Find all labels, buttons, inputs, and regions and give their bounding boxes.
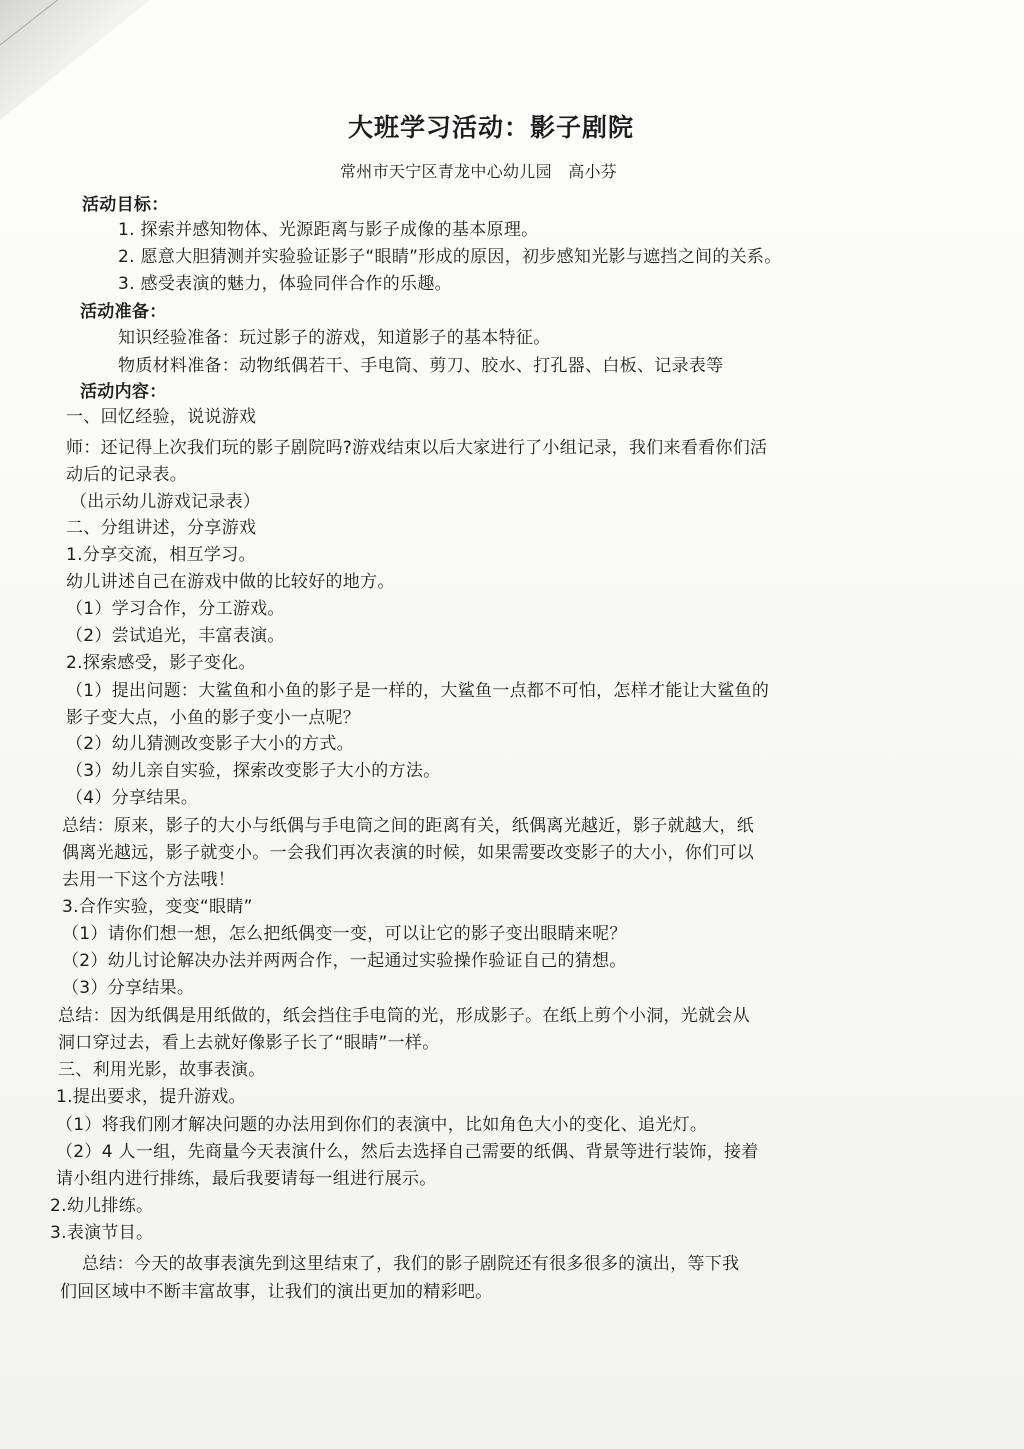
summary-line: 总结：因为纸偶是用纸做的，纸会挡住手电筒的光，形成影子。在纸上剪个小洞，光就会从 bbox=[58, 1006, 750, 1026]
section-heading: 三、利用光影，故事表演。 bbox=[58, 1060, 266, 1080]
subsection-heading: 3.合作实验，变变“眼睛” bbox=[62, 897, 253, 917]
subsection-heading: 1.提出要求，提升游戏。 bbox=[56, 1087, 246, 1107]
summary-line: 洞口穿过去，看上去就好像影子长了“眼睛”一样。 bbox=[58, 1033, 440, 1053]
prep-item: 物质材料准备：动物纸偶若干、手电筒、剪刀、胶水、打孔器、白板、记录表等 bbox=[118, 356, 724, 376]
goal-item: 1. 探索并感知物体、光源距离与影子成像的基本原理。 bbox=[118, 220, 539, 240]
summary-line: 们回区域中不断丰富故事，让我们的演出更加的精彩吧。 bbox=[60, 1282, 493, 1302]
summary-line: 总结：原来，影子的大小与纸偶与手电筒之间的距离有关，纸偶离光越近，影子就越大，纸 bbox=[62, 816, 754, 836]
paragraph-line: 动后的记录表。 bbox=[66, 465, 188, 485]
paragraph-line: 请小组内进行排练，最后我要请每一组进行展示。 bbox=[56, 1169, 437, 1189]
goal-item: 3. 感受表演的魅力，体验同伴合作的乐趣。 bbox=[118, 274, 452, 294]
goals-heading: 活动目标： bbox=[82, 195, 169, 215]
list-item: （1）请你们想一想，怎么把纸偶变一变，可以让它的影子变出眼睛来呢？ bbox=[62, 924, 627, 944]
list-item: （1）提出问题：大鲨鱼和小鱼的影子是一样的，大鲨鱼一点都不可怕，怎样才能让大鲨鱼的 bbox=[66, 681, 770, 701]
goal-item: 2. 愿意大胆猜测并实验验证影子“眼睛”形成的原因，初步感知光影与遮挡之间的关系。 bbox=[118, 247, 782, 267]
paragraph-line: 师：还记得上次我们玩的影子剧院吗?游戏结束以后大家进行了小组记录，我们来看看你们活 bbox=[66, 438, 768, 458]
section-heading: 二、分组讲述，分享游戏 bbox=[66, 518, 257, 538]
paragraph-line: （出示幼儿游戏记录表） bbox=[70, 492, 261, 512]
subsection-heading: 2.幼儿排练。 bbox=[50, 1196, 154, 1216]
subsection-heading: 3.表演节目。 bbox=[50, 1223, 154, 1243]
summary-line: 偶离光越远，影子就变小。一会我们再次表演的时候，如果需要改变影子的大小，你们可以 bbox=[62, 843, 754, 863]
list-item: （1）学习合作，分工游戏。 bbox=[66, 599, 285, 619]
content-heading: 活动内容： bbox=[80, 382, 167, 402]
folded-corner bbox=[0, 0, 150, 120]
list-item: （1）将我们刚才解决问题的办法用到你们的表演中，比如角色大小的变化、追光灯。 bbox=[56, 1115, 708, 1135]
prep-item: 知识经验准备：玩过影子的游戏，知道影子的基本特征。 bbox=[118, 328, 551, 348]
list-item: （2）4 人一组，先商量今天表演什么，然后去选择自己需要的纸偶、背景等进行装饰，接着 bbox=[56, 1142, 759, 1162]
prep-heading: 活动准备： bbox=[80, 302, 167, 322]
summary-line: 去用一下这个方法哦！ bbox=[62, 870, 235, 890]
document-title: 大班学习活动：影子剧院 bbox=[348, 113, 635, 142]
paragraph-line: 幼儿讲述自己在游戏中做的比较好的地方。 bbox=[66, 572, 395, 592]
list-item: （2）幼儿讨论解决办法并两两合作，一起通过实验操作验证自己的猜想。 bbox=[62, 951, 627, 971]
list-item: （3）幼儿亲自实验，探索改变影子大小的方法。 bbox=[66, 761, 441, 781]
section-heading: 一、回忆经验，说说游戏 bbox=[66, 407, 257, 427]
author-line: 常州市天宁区青龙中心幼儿园 高小芬 bbox=[340, 162, 618, 181]
paragraph-line: 影子变大点，小鱼的影子变小一点呢？ bbox=[66, 708, 361, 728]
subsection-heading: 1.分享交流，相互学习。 bbox=[66, 545, 256, 565]
list-item: （3）分享结果。 bbox=[62, 978, 195, 998]
list-item: （4）分享结果。 bbox=[66, 788, 199, 808]
list-item: （2）尝试追光，丰富表演。 bbox=[66, 626, 285, 646]
subsection-heading: 2.探索感受，影子变化。 bbox=[66, 653, 256, 673]
list-item: （2）幼儿猜测改变影子大小的方式。 bbox=[66, 734, 354, 754]
summary-line: 总结：今天的故事表演先到这里结束了，我们的影子剧院还有很多很多的演出，等下我 bbox=[82, 1254, 740, 1274]
